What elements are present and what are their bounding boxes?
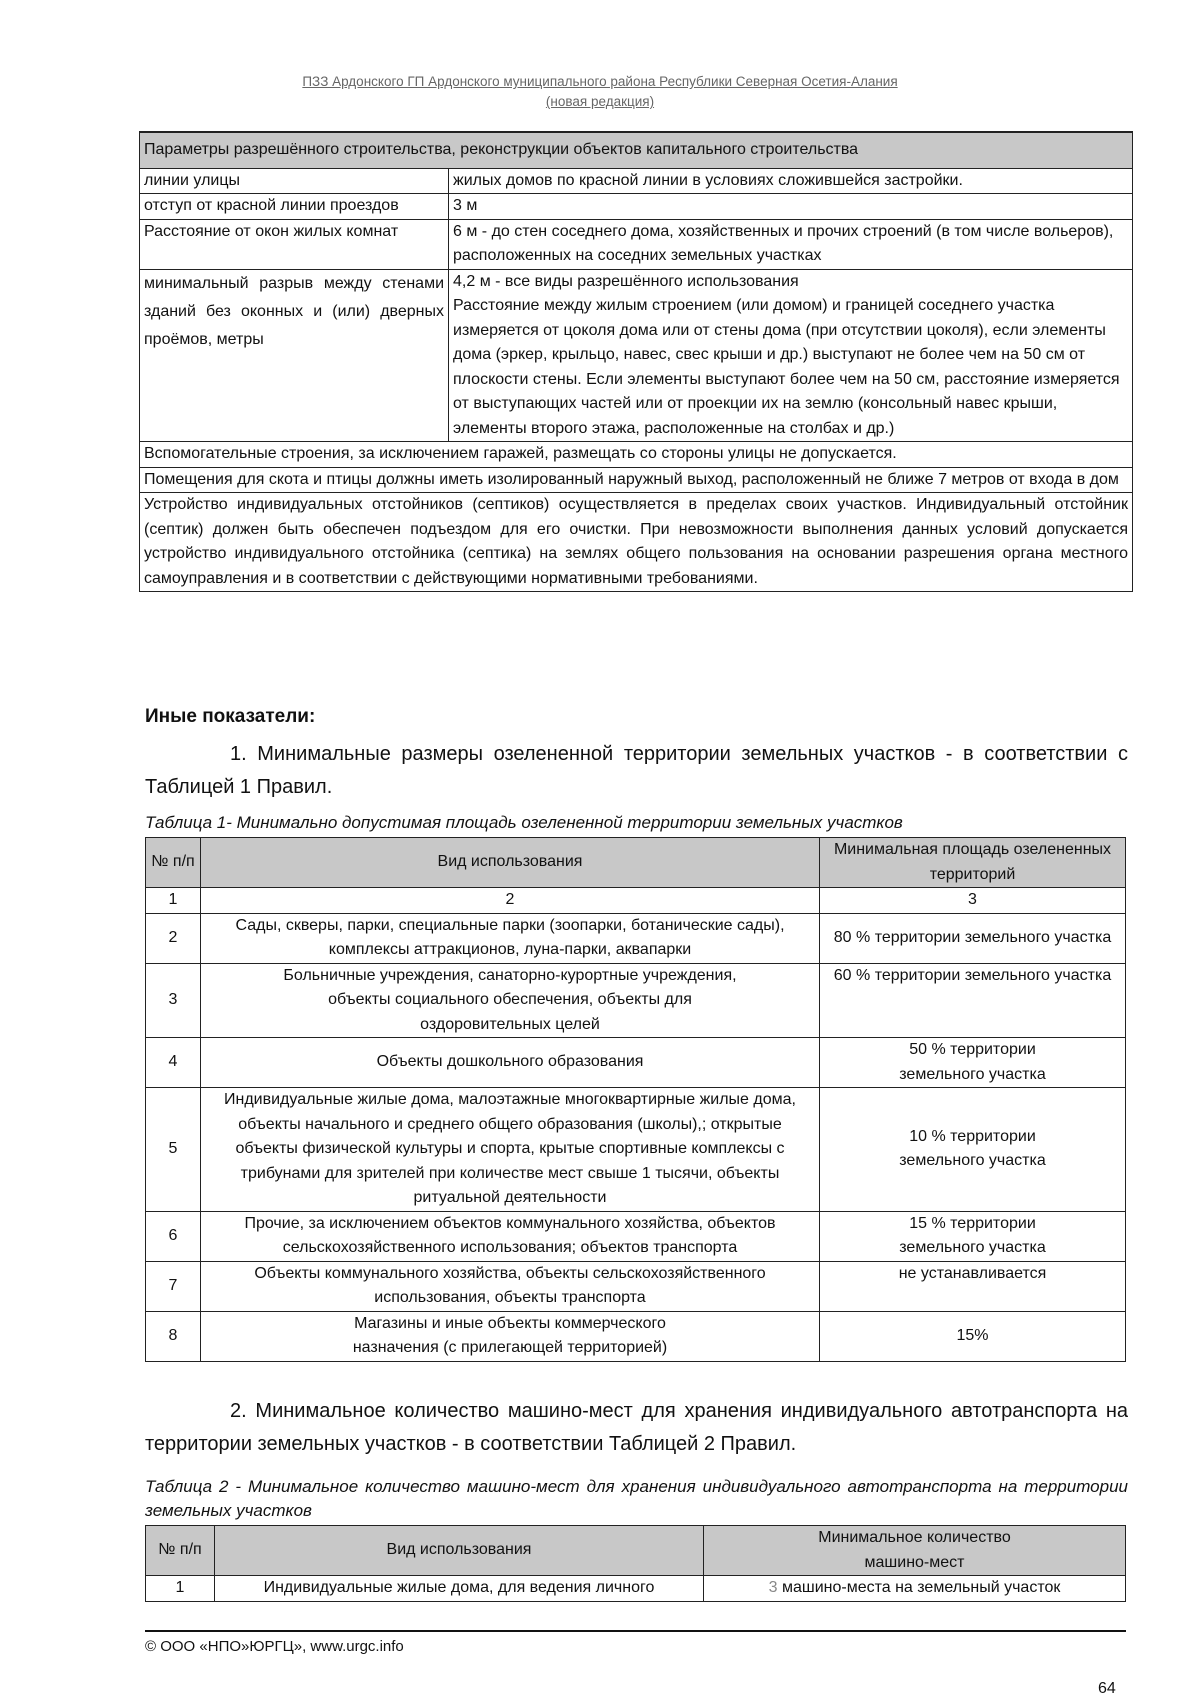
table-row: [146, 888, 1126, 914]
page-number: 64: [1098, 1680, 1116, 1697]
table-row: [140, 442, 1133, 468]
parking-count-value: 3: [768, 1579, 778, 1596]
page-header: [0, 72, 1200, 112]
params-note: Помещения для скота и птицы должны иметь изолированный наружный выход, расположенный не ближе 7 метров от входа в дом: [140, 467, 1133, 493]
min-area: 50 % территории земельного участка: [820, 1038, 1126, 1088]
usage-type: Объекты дошкольного образования: [201, 1038, 820, 1088]
params-table-title: Параметры разрешённого строительства, реконструкции объектов капитального строительства: [140, 132, 1133, 168]
row-number: 7: [146, 1261, 201, 1311]
table-row: [146, 1038, 1126, 1088]
param-label: минимальный разрыв между стенами зданий без оконных и (или) дверных проёмов, метры: [140, 269, 449, 442]
column-number: 3: [820, 888, 1126, 914]
usage-type: Прочие, за исключением объектов коммунального хозяйства, объектов сельскохозяйственного использования; объектов транспорта: [201, 1211, 820, 1261]
params-note: Устройство индивидуальных отстойников (септиков) осуществляется в пределах своих участков. Индивидуальный отстойник (септик) должен быть обеспечен подъездом для его очистки. При невозможности выполнения данных условий допускается устройство индивидуального отстойника (септика) на землях общего пользования на основании разрешения органа местного самоуправления и в соответствии с действующими нормативными требованиями.: [140, 493, 1133, 592]
usage-type: Сады, скверы, парки, специальные парки (зоопарки, ботанические сады), комплексы аттракционов, луна-парки, аквапарки: [201, 913, 820, 963]
usage-type: Индивидуальные жилые дома, малоэтажные многоквартирные жилые дома, объекты начального и среднего общего образования (школы),; открытые объекты физической культуры и спорта, крытые спортивные комплексы с трибунами для зрителей при количестве мест свыше 1 тысячи, объекты ритуальной деятельности: [201, 1088, 820, 1212]
table-row: [140, 493, 1133, 592]
param-value: 3 м: [449, 194, 1133, 220]
row-number: 6: [146, 1211, 201, 1261]
usage-type: Магазины и иные объекты коммерческого назначения (с прилегающей территорией): [201, 1311, 820, 1361]
table-row: [146, 913, 1126, 963]
column-number: 2: [201, 888, 820, 914]
param-value: [449, 269, 1133, 442]
table-header-row: [146, 1526, 1126, 1576]
min-area: 15%: [820, 1311, 1126, 1361]
min-area: 60 % территории земельного участка: [820, 963, 1126, 1038]
header-line-2: (новая редакция): [545, 94, 655, 109]
parking-spaces-table: [145, 1525, 1126, 1602]
row-number: 1: [146, 1576, 215, 1602]
row-number: 5: [146, 1088, 201, 1212]
column-header: Вид использования: [215, 1526, 704, 1576]
usage-type: Объекты коммунального хозяйства, объекты сельскохозяйственного использования, объекты транспорта: [201, 1261, 820, 1311]
usage-type: Индивидуальные жилые дома, для ведения личного: [215, 1576, 704, 1602]
row-number: 2: [146, 913, 201, 963]
parking-count-unit: машино-места на земельный участок: [781, 1579, 1061, 1596]
param-value-detail: Расстояние между жилым строением (или домом) и границей соседнего участка измеряется от цоколя дома или от стены дома (при отсутствии цоколя), если элементы дома (эркер, крыльцо, навес, свес крыши и др.) выступают не более чем на 50 см от плоскости стены. Если элементы выступают более чем на 50 см, расстояние измеряется от выступающих частей или от проекции их на землю (консольный навес крыши, элементы второго этажа, расположенные на столбах и др.): [453, 297, 1120, 437]
min-area: 80 % территории земельного участка: [820, 913, 1126, 963]
table-row: [146, 1261, 1126, 1311]
param-value: 6 м - до стен соседнего дома, хозяйственных и прочих строений (в том числе вольеров), расположенных на соседних земельных участках: [449, 219, 1133, 269]
param-label: Расстояние от окон жилых комнат: [140, 219, 449, 269]
green-area-table: [145, 837, 1126, 1362]
column-header: Минимальная площадь озелененных территорий: [820, 838, 1126, 888]
table-row: [140, 194, 1133, 220]
param-value-line: 4,2 м - все виды разрешённого использования: [453, 272, 799, 290]
building-parameters-table: [139, 131, 1133, 592]
table-1-caption: Таблица 1- Минимально допустимая площадь озелененной территории земельных участков: [145, 813, 903, 832]
row-number: 3: [146, 963, 201, 1038]
table-row: [140, 168, 1133, 194]
header-line-1: ПЗЗ Ардонского ГП Ардонского муниципального района Республики Северная Осетия-Алания: [302, 74, 898, 89]
min-area: 15 % территории земельного участка: [820, 1211, 1126, 1261]
param-label: линии улицы: [140, 168, 449, 194]
section-title: Иные показатели:: [145, 706, 316, 727]
table-row: [146, 963, 1126, 1038]
footer-divider: [145, 1630, 1126, 1632]
footer-copyright: © ООО «НПО»ЮРГЦ», www.urgc.info: [145, 1638, 404, 1655]
parking-count: [704, 1576, 1126, 1602]
usage-type: Больничные учреждения, санаторно-курортные учреждения, объекты социального обеспечения, объекты для оздоровительных целей: [201, 963, 820, 1038]
table-row: [140, 269, 1133, 442]
param-label: отступ от красной линии проездов: [140, 194, 449, 220]
paragraph-1: 1. Минимальные размеры озелененной территории земельных участков - в соответствии с Таблицей 1 Правил.: [145, 743, 1128, 798]
table-row: [146, 1576, 1126, 1602]
table-row: [146, 1311, 1126, 1361]
column-number: 1: [146, 888, 201, 914]
column-header: № п/п: [146, 1526, 215, 1576]
column-header: Вид использования: [201, 838, 820, 888]
min-area: 10 % территории земельного участка: [820, 1088, 1126, 1212]
table-row: [146, 1088, 1126, 1212]
param-value: жилых домов по красной линии в условиях сложившейся застройки.: [449, 168, 1133, 194]
column-header: № п/п: [146, 838, 201, 888]
table-2-caption: Таблица 2 - Минимальное количество машино-мест для хранения индивидуального автотранспорта на территории земельных участков: [145, 1477, 1128, 1520]
params-note: Вспомогательные строения, за исключением гаражей, размещать со стороны улицы не допускается.: [140, 442, 1133, 468]
table-row: [146, 1211, 1126, 1261]
table-row: [140, 219, 1133, 269]
min-area: не устанавливается: [820, 1261, 1126, 1311]
column-header: Минимальное количество машино-мест: [704, 1526, 1126, 1576]
row-number: 4: [146, 1038, 201, 1088]
paragraph-2: 2. Минимальное количество машино-мест для хранения индивидуального автотранспорта на территории земельных участков - в соответствии Таблицей 2 Правил.: [145, 1400, 1128, 1455]
table-header-row: [146, 838, 1126, 888]
table-row: [140, 467, 1133, 493]
row-number: 8: [146, 1311, 201, 1361]
